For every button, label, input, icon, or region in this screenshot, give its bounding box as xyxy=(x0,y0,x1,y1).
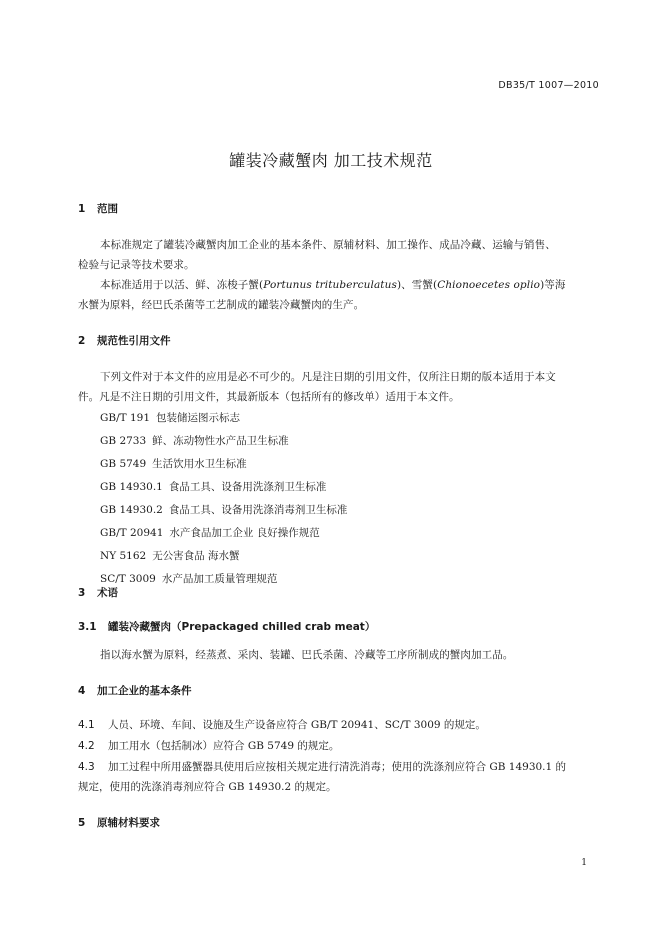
reference-item xyxy=(100,525,320,540)
page-number: 1 xyxy=(581,858,587,868)
reference-title: 食品工具、设备用洗涤剂卫生标准 xyxy=(168,481,327,493)
text-line: 水蟹为原料，经巴氏杀菌等工艺制成的罐装冷藏蟹肉的生产。 xyxy=(78,299,365,311)
reference-code: NY 5162 xyxy=(100,550,147,562)
paragraph-continuation xyxy=(78,295,600,315)
text-segment: 本标准适用于以活、鲜、冻梭子蟹( xyxy=(100,279,264,291)
paragraph xyxy=(78,235,600,255)
text-segment: )、雪蟹( xyxy=(396,279,438,291)
section-number: 1 xyxy=(78,203,86,215)
reference-item xyxy=(100,548,240,563)
section-5-heading xyxy=(78,815,160,830)
reference-item xyxy=(100,410,240,425)
section-3-heading xyxy=(78,585,118,600)
paragraph xyxy=(78,367,600,387)
reference-title: 无公害食品 海水蟹 xyxy=(152,550,240,562)
scientific-name: Chionoecetes oplio xyxy=(437,279,541,291)
section-4-heading xyxy=(78,683,192,698)
subsection-title: 罐装冷藏蟹肉（Prepackaged chilled crab meat） xyxy=(108,621,376,633)
reference-item xyxy=(100,571,277,586)
reference-title: 水产食品加工企业 良好操作规范 xyxy=(169,527,320,539)
text-segment: )等海 xyxy=(540,279,566,291)
paragraph xyxy=(78,275,600,295)
clause-text: 人员、环境、车间、设施及生产设备应符合 GB/T 20941、SC/T 3009 的规定。 xyxy=(108,719,486,731)
section-1-heading xyxy=(78,201,118,216)
clause-number: 4.2 xyxy=(78,740,95,752)
section-title: 原辅材料要求 xyxy=(97,817,160,829)
section-title: 术语 xyxy=(97,587,118,599)
document-title: 罐装冷藏蟹肉 加工技术规范 xyxy=(229,151,433,170)
reference-title: 鲜、冻动物性水产品卫生标准 xyxy=(152,435,289,447)
reference-title: 包装储运图示标志 xyxy=(156,412,241,424)
document-code: DB35/T 1007—2010 xyxy=(498,80,599,91)
reference-title: 食品工具、设备用洗涤消毒剂卫生标准 xyxy=(168,504,348,516)
text-line: 件。凡是不注日期的引用文件，其最新版本（包括所有的修改单）适用于本文件。 xyxy=(78,391,460,403)
reference-item xyxy=(100,479,326,494)
section-number: 2 xyxy=(78,335,86,347)
paragraph-continuation xyxy=(78,387,600,407)
text-line: 指以海水蟹为原料，经蒸煮、采肉、装罐、巴氏杀菌、冷藏等工序所制成的蟹肉加工品。 xyxy=(100,649,514,661)
reference-code: GB 2733 xyxy=(100,435,147,447)
section-title: 范围 xyxy=(97,203,118,215)
section-number: 5 xyxy=(78,817,86,829)
paragraph-continuation xyxy=(78,255,600,275)
reference-item xyxy=(100,502,347,517)
clause-text: 规定，使用的洗涤消毒剂应符合 GB 14930.2 的规定。 xyxy=(78,781,337,793)
reference-item xyxy=(100,456,247,471)
subsection-3-1-heading xyxy=(78,619,375,634)
subsection-number: 3.1 xyxy=(78,621,97,633)
definition-paragraph xyxy=(78,645,600,665)
clause-4-3 xyxy=(78,757,566,777)
scientific-name: Portunus trituberculatus xyxy=(263,279,397,291)
clause-text: 加工用水（包括制冰）应符合 GB 5749 的规定。 xyxy=(108,740,340,752)
reference-code: GB 5749 xyxy=(100,458,147,470)
clause-4-2 xyxy=(78,736,339,756)
reference-code: GB 14930.2 xyxy=(100,504,163,516)
reference-title: 水产品加工质量管理规范 xyxy=(161,573,278,585)
reference-code: GB 14930.1 xyxy=(100,481,163,493)
clause-number: 4.1 xyxy=(78,719,95,731)
reference-item xyxy=(100,433,289,448)
text-line: 下列文件对于本文件的应用是必不可少的。凡是注日期的引用文件，仅所注日期的版本适用于本文 xyxy=(100,371,556,383)
section-number: 4 xyxy=(78,685,86,697)
reference-code: GB/T 191 xyxy=(100,412,151,424)
clause-number: 4.3 xyxy=(78,761,95,773)
clause-text: 加工过程中所用盛蟹器具使用后应按相关规定进行清洗消毒；使用的洗涤剂应符合 GB 14930.1 的 xyxy=(108,761,567,773)
text-line: 本标准规定了罐装冷藏蟹肉加工企业的基本条件、原辅材料、加工操作、成品冷藏、运输与销售、 xyxy=(100,239,556,251)
text-line: 检验与记录等技术要求。 xyxy=(78,259,195,271)
clause-4-3-continuation xyxy=(78,777,337,797)
section-title: 规范性引用文件 xyxy=(97,335,171,347)
reference-title: 生活饮用水卫生标准 xyxy=(152,458,247,470)
section-title: 加工企业的基本条件 xyxy=(97,685,192,697)
clause-4-1 xyxy=(78,715,486,735)
reference-code: GB/T 20941 xyxy=(100,527,164,539)
section-number: 3 xyxy=(78,587,86,599)
reference-code: SC/T 3009 xyxy=(100,573,156,585)
section-2-heading xyxy=(78,333,171,348)
